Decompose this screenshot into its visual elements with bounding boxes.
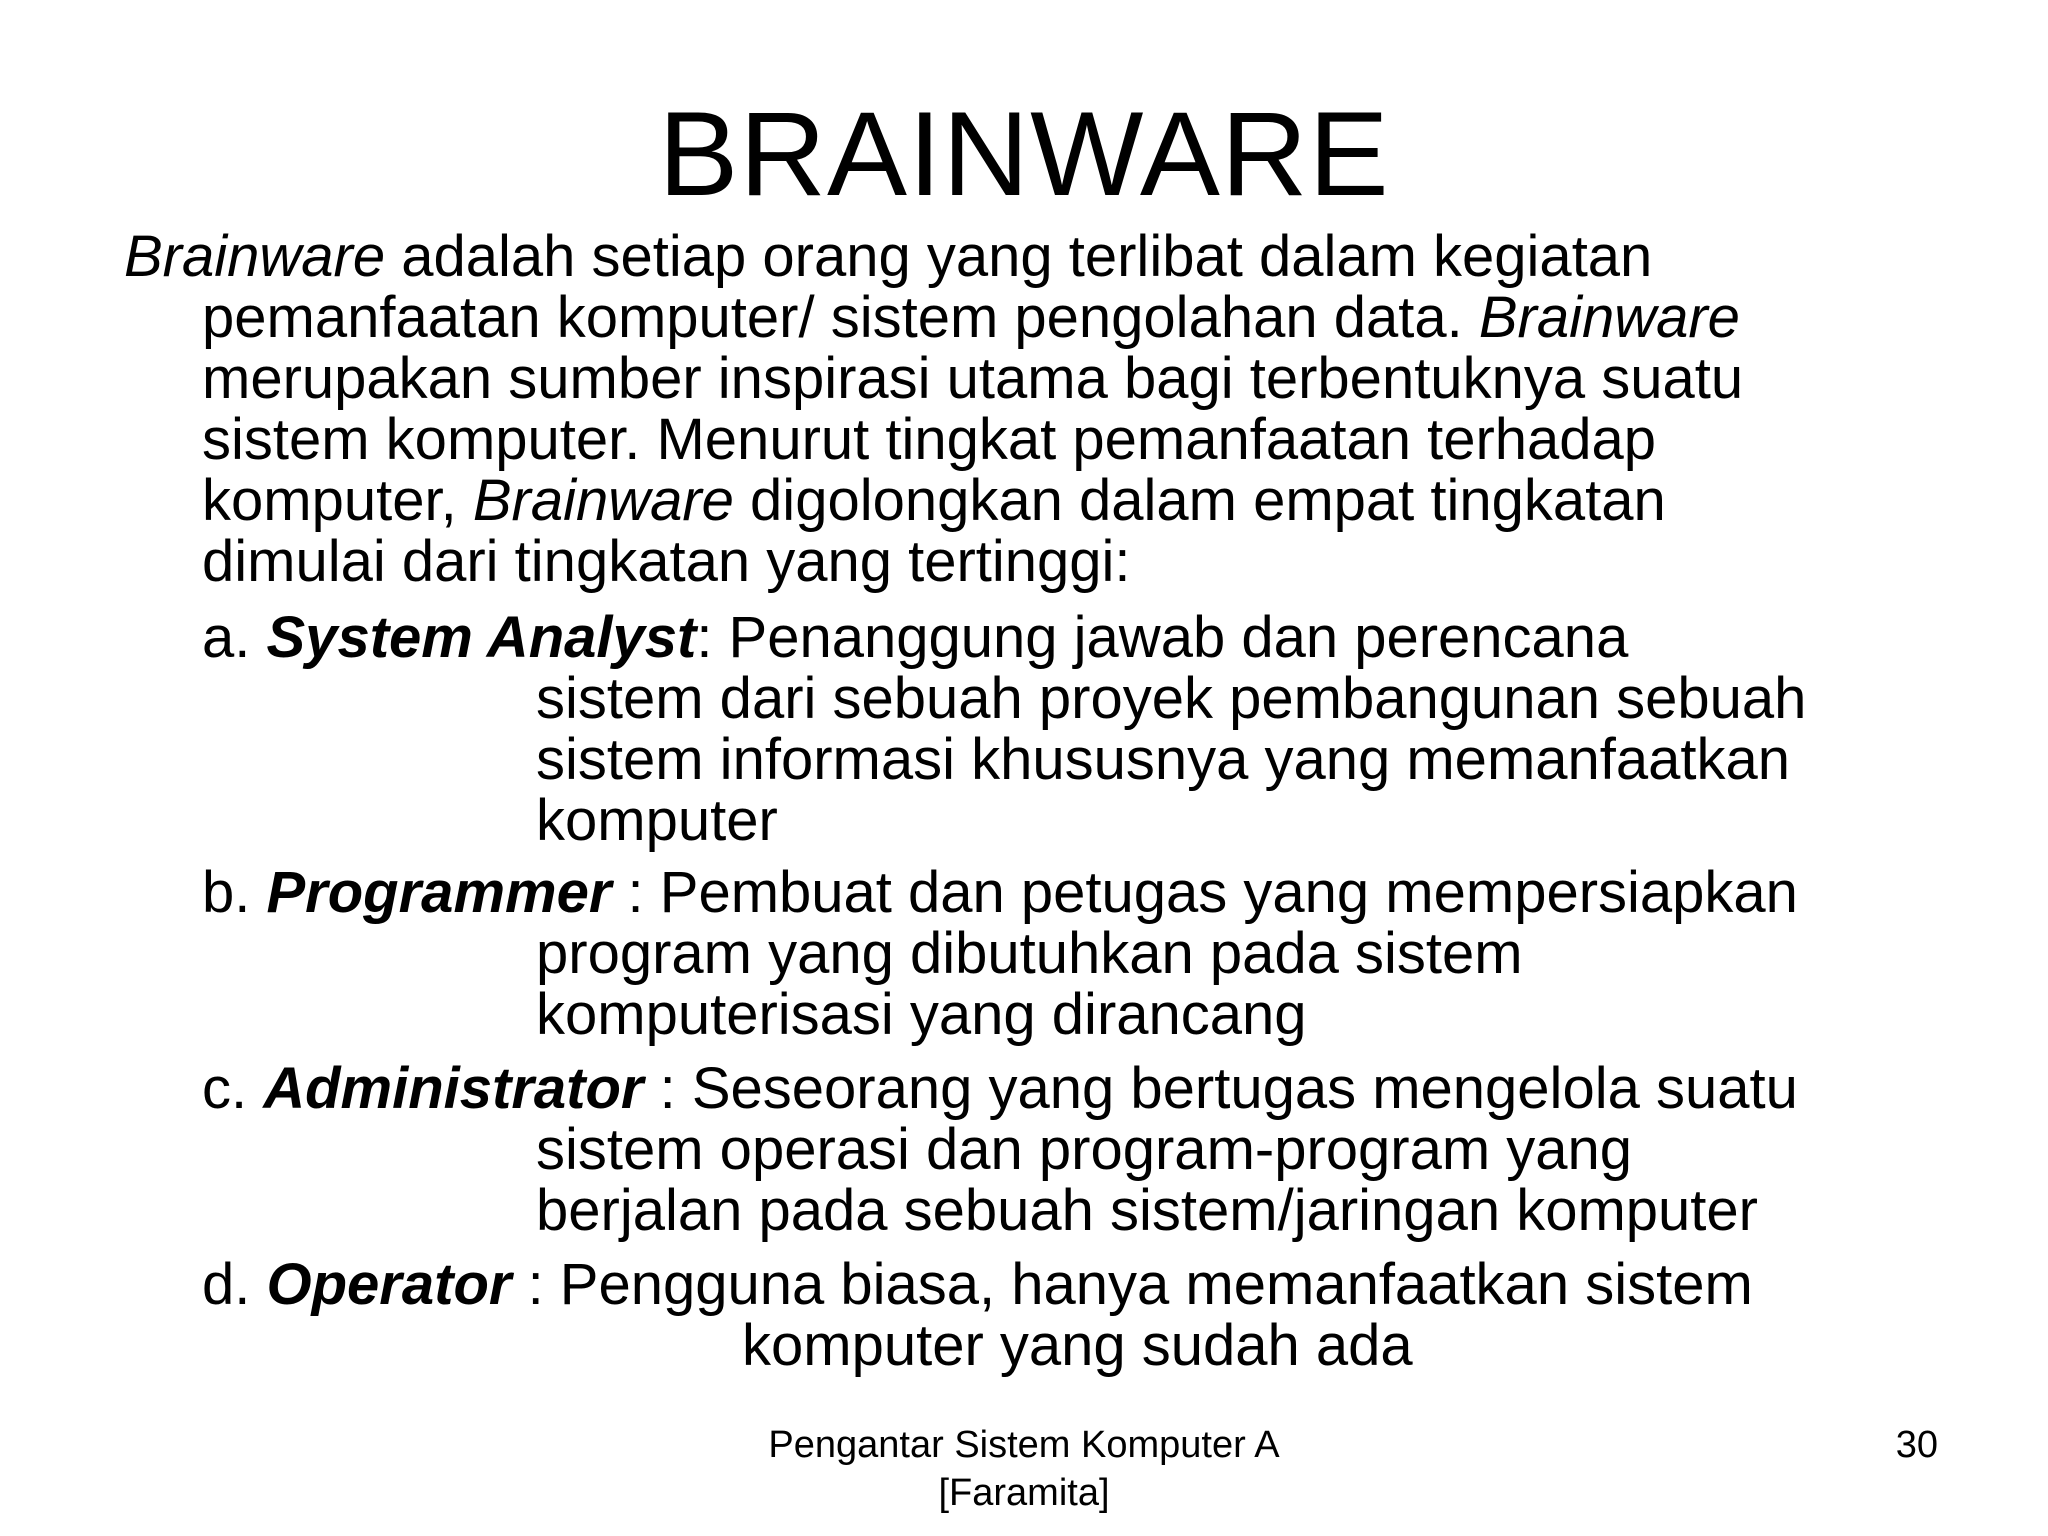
list-item-head [202, 1058, 1798, 1119]
list-marker: c. [202, 1056, 264, 1121]
list-item-continuation: program yang dibutuhkan pada sistem [536, 921, 1523, 986]
list-item-head [202, 1254, 1753, 1315]
list-term: System Analyst [266, 605, 697, 670]
list-term: Programmer [266, 860, 612, 925]
list-definition: : Penanggung jawab dan perencana [696, 605, 1629, 670]
list-item-head [202, 607, 1806, 668]
list-item-continuation: komputerisasi yang dirancang [536, 982, 1307, 1047]
list-item-administrator [202, 1058, 1798, 1241]
footer-course-title: Pengantar Sistem Komputer A [768, 1424, 1280, 1466]
page-number: 30 [1895, 1424, 1938, 1466]
intro-text: adalah setiap orang yang terlibat dalam kegiatan [385, 224, 1653, 289]
list-marker: b. [202, 860, 267, 925]
intro-line-1 [124, 226, 1743, 287]
brainware-term: Brainware [1478, 285, 1740, 350]
intro-text: pemanfaatan komputer/ sistem pengolahan data. [202, 285, 1479, 350]
list-item-operator [202, 1254, 1753, 1376]
list-item-programmer [202, 862, 1798, 1045]
list-definition: : Pengguna biasa, hanya memanfaatkan sistem [511, 1252, 1753, 1317]
list-definition: : Pembuat dan petugas yang mempersiapkan [611, 860, 1798, 925]
list-marker: a. [202, 605, 267, 670]
footer-course [664, 1421, 1384, 1517]
list-term: Administrator [263, 1056, 644, 1121]
list-item-head [202, 862, 1798, 923]
list-definition: : Seseorang yang bertugas mengelola suatu [643, 1056, 1798, 1121]
intro-line-3: merupakan sumber inspirasi utama bagi terbentuknya suatu [202, 346, 1744, 411]
list-marker: d. [202, 1252, 267, 1317]
list-item-system-analyst [202, 607, 1806, 851]
brainware-term: Brainware [124, 224, 386, 289]
brainware-term: Brainware [472, 468, 734, 533]
intro-paragraph [124, 226, 1743, 592]
intro-line-4: sistem komputer. Menurut tingkat pemanfaatan terhadap [202, 407, 1657, 472]
list-term: Operator [266, 1252, 512, 1317]
list-item-continuation: sistem dari sebuah proyek pembangunan sebuah [536, 666, 1807, 731]
intro-line-2 [124, 287, 1743, 348]
list-item-continuation: komputer yang sudah ada [742, 1313, 1413, 1378]
footer-author: [Faramita] [938, 1472, 1110, 1514]
intro-line-5 [124, 470, 1743, 531]
intro-text: digolongkan dalam empat tingkatan [733, 468, 1666, 533]
list-item-continuation: sistem operasi dan program-program yang [536, 1117, 1633, 1182]
intro-line-6: dimulai dari tingkatan yang tertinggi: [202, 529, 1131, 594]
slide-title: BRAINWARE [658, 87, 1390, 221]
list-item-continuation: sistem informasi khususnya yang memanfaatkan [536, 727, 1791, 792]
list-item-continuation: komputer [536, 788, 778, 853]
list-item-continuation: berjalan pada sebuah sistem/jaringan komputer [536, 1178, 1758, 1243]
intro-text: komputer, [202, 468, 473, 533]
